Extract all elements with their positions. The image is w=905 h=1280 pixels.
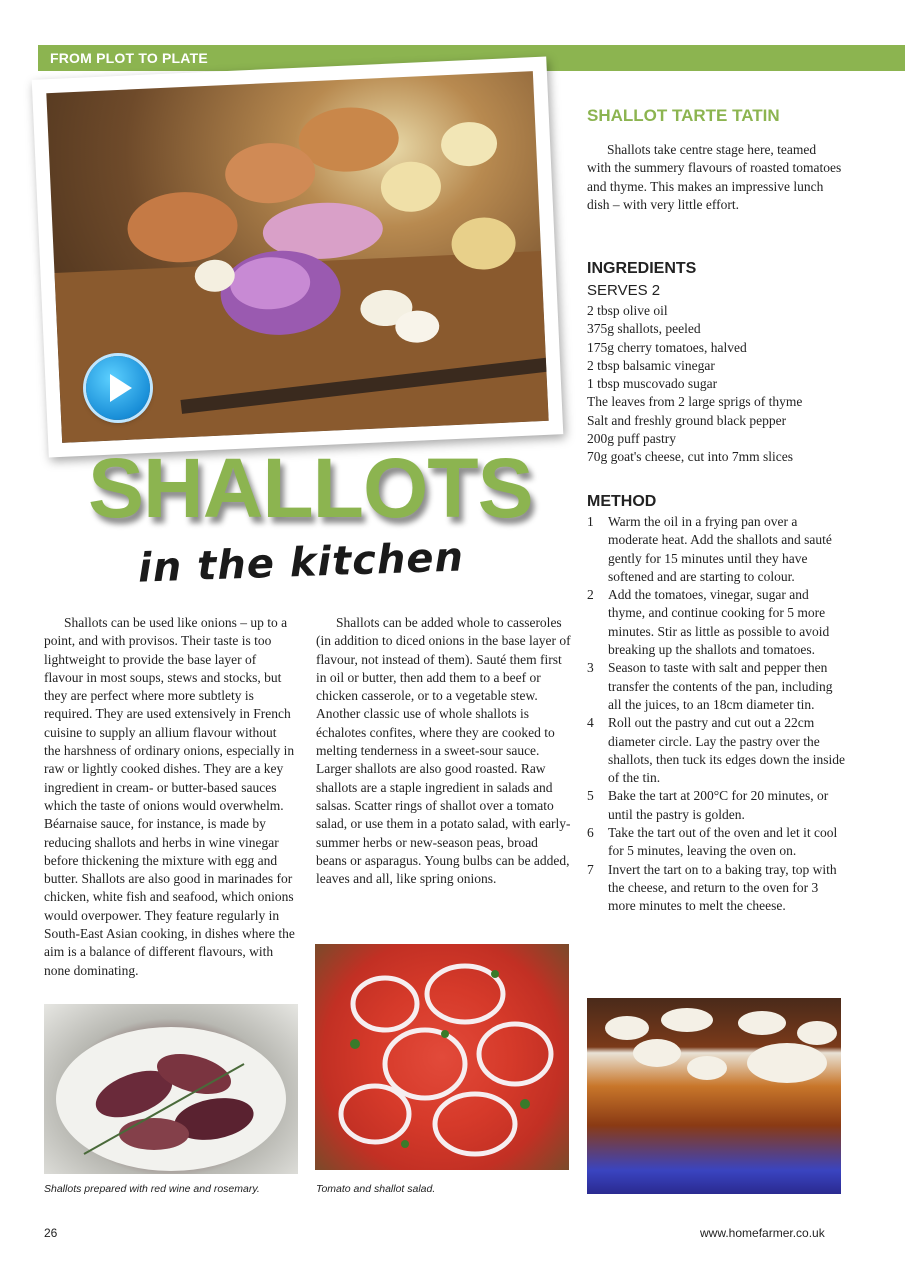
tarte-tatin-photo [587, 998, 841, 1194]
ingredient-item: 1 tbsp muscovado sugar [587, 376, 718, 392]
method-step [587, 787, 847, 824]
ingredient-item: 2 tbsp balsamic vinegar [587, 357, 715, 373]
ingredient-item: 375g shallots, peeled [587, 321, 701, 337]
article-subtitle: in the kitchen [137, 534, 465, 592]
step-number: 3 [587, 660, 594, 676]
method-heading: METHOD [587, 493, 657, 510]
step-number: 2 [587, 587, 594, 603]
recipe-intro-text: Shallots take centre stage here, teamed with the summery flavours of roasted tomatoes and thyme. This makes an impressive lunch dish – with very little effort. [587, 142, 842, 212]
step-text: Season to taste with salt and pepper then transfer the contents of the pan, including all the juices, to an 18cm diameter tin. [608, 660, 833, 712]
method-step [587, 513, 847, 586]
step-text: Invert the tart on to a baking tray, top with the cheese, and return to the oven for 3 more minutes to melt the cheese. [608, 861, 837, 914]
ingredients-heading: INGREDIENTS [587, 260, 697, 277]
ingredient-item: Salt and freshly ground black pepper [587, 412, 787, 428]
article-column-1 [44, 614, 296, 980]
recipe-intro [587, 141, 842, 214]
shallots-red-wine-photo [44, 1004, 298, 1174]
step-number: 5 [587, 788, 594, 804]
step-text: Warm the oil in a frying pan over a moderate heat. Add the shallots and sauté gently for 15 minutes until they have softened and are starting to colour. [608, 514, 832, 584]
step-number: 4 [587, 715, 594, 731]
page-number: 26 [44, 1226, 58, 1240]
website-link[interactable]: www.homefarmer.co.uk [700, 1226, 825, 1240]
photo-caption-2: Tomato and shallot salad. [316, 1183, 436, 1195]
ingredient-item: 200g puff pastry [587, 431, 676, 447]
serves-label: SERVES 2 [587, 282, 661, 299]
photo-caption-1: Shallots prepared with red wine and rosemary. [44, 1183, 260, 1195]
ingredients-list [587, 302, 847, 467]
article-paragraph-1: Shallots can be used like onions – up to a point, and with provisos. Their taste is too lightweight to provide the base layer of flavour in most soups, stews and stocks, but they are perfect where more subtlety is required. They are used extensively in French cuisine to supply an allium flavour without the harshness of ordinary onions, especially in raw or lightly cooked dishes. They are a key ingredient in cream- or butter-based sauces which the taste of onions would overwhelm. Béarnaise sauce, for instance, is made by reducing shallots and herbs in wine vinegar before thickening the mixture with egg and butter. Shallots are also good in marinades for chicken, white fish and seafood, which onions would overpower. They feature regularly in South-East Asian cooking, in dishes where the aim is a balance of different flavours, with none dominating. [44, 615, 295, 978]
article-column-2 [316, 614, 571, 888]
method-steps [587, 513, 847, 916]
ingredient-item: 70g goat's cheese, cut into 7mm slices [587, 449, 794, 465]
step-text: Bake the tart at 200°C for 20 minutes, or until the pastry is golden. [608, 788, 829, 822]
ingredient-item: 175g cherry tomatoes, halved [587, 339, 747, 355]
article-paragraph-2: Shallots can be added whole to casseroles (in addition to diced onions in the base layer of flavour, not instead of them). Sauté them first in oil or butter, then add them to a beef or chicken casserole, or to a vegetable stew. Another classic use of whole shallots is échalotes confites, where they are cooked to melting tenderness in a sweet-sour sauce. Larger shallots are also good roasted. Raw shallots are a staple ingredient in salads and salsas. Scatter rings of shallot over a tomato salad, or use them in a potato salad, with early-summer herbs or new-season peas, broad beans or asparagus. Young bulbs can be added, leaves and all, like spring onions. [316, 615, 571, 887]
method-step [587, 861, 847, 916]
ingredient-item: 2 tbsp olive oil [587, 303, 668, 318]
step-number: 1 [587, 514, 594, 529]
method-step [587, 659, 847, 714]
step-text: Roll out the pastry and cut out a 22cm diameter circle. Lay the pastry over the shallots, then tuck its edges down the inside of the tin. [608, 715, 845, 786]
article-title: SHALLOTS [88, 441, 533, 535]
recipe-title: SHALLOT TARTE TATIN [587, 106, 780, 125]
method-step [587, 586, 847, 659]
step-text: Add the tomatoes, vinegar, sugar and thyme, and continue cooking for 5 more minutes. Stir as little as possible to avoid breaking up the shallots and tomatoes. [608, 587, 830, 658]
section-label: FROM PLOT TO PLATE [50, 50, 208, 66]
step-number: 7 [587, 861, 594, 877]
ingredient-item: The leaves from 2 large sprigs of thyme [587, 394, 803, 410]
method-step [587, 714, 847, 787]
method-step [587, 824, 847, 861]
video-play-button[interactable] [86, 356, 150, 420]
tomato-shallot-salad-photo [315, 944, 569, 1170]
step-text: Take the tart out of the oven and let it cool for 5 minutes, leaving the oven on. [608, 825, 838, 859]
step-number: 6 [587, 825, 594, 841]
